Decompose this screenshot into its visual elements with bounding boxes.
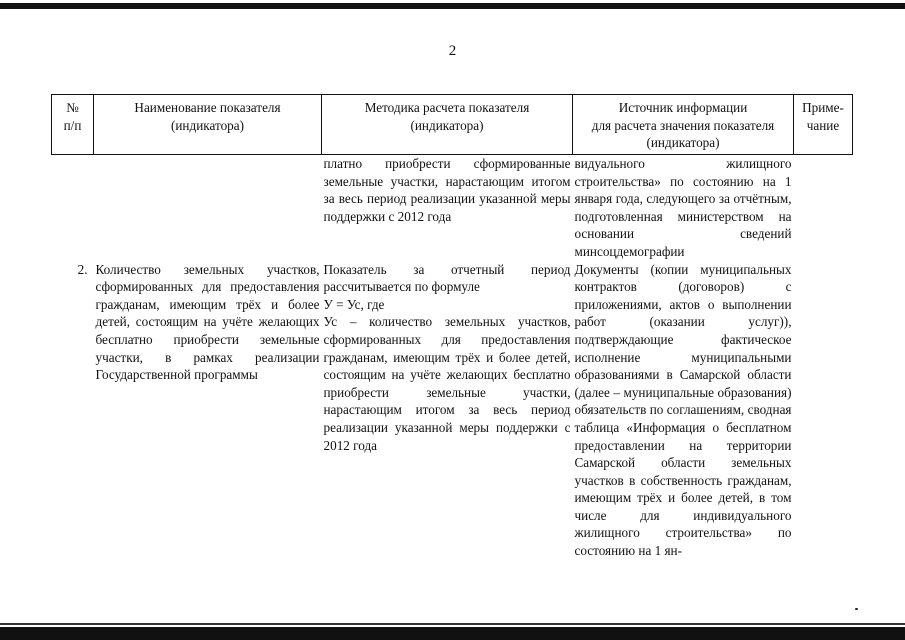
page-number: 2 — [448, 43, 457, 59]
scan-line-bottom — [0, 623, 905, 625]
cell-method — [322, 261, 573, 560]
table-row-continuation — [52, 155, 853, 261]
method-intro: Показатель за отчетный период рассчитывается по формуле — [323, 261, 571, 295]
method-definition: Ус – количество земельных участков, сформированных для предоставления гражданам, имеющим трёх и более детей, состоящим на учёте желающих бесплатно приобрести земельные участки, нарастающим итогом за весь период реализации указанной меры поддержки с 2012 года — [323, 314, 571, 453]
scan-border-bottom — [0, 627, 905, 640]
table-header-row — [52, 95, 853, 155]
header-source: Источник информации для расчета значения показателя (индикатора) — [573, 95, 794, 155]
header-num: № п/п — [52, 95, 94, 155]
indicator-table — [51, 94, 853, 560]
cell-method: платно приобрести сформированные земельные участки, нарастающим итогом за весь период реализации указанной меры поддержки с 2012 года — [323, 156, 571, 224]
cell-name: Количество земельных участков, сформированных для предоставления гражданам, имеющим трёх и более детей, состоящим на учёте желающих бесплатно приобрести земельные участки, в рамках реализации Государственной программы — [95, 261, 320, 383]
cell-source: Документы (копии муниципальных контрактов (договоров) с приложениями, актов о выполнении работ (оказании услуг)), подтверждающие фактическое исполнение муниципальными образованиями в Самарской области (далее – муниципальные образования) обязательств по соглашениям, сводная таблица «Информация о бесплатном предоставлении на территории Самарской области земельных участков в собственность гражданам, имеющим трёх и более детей, в том числе для индивидуального жилищного строительства» по состоянию на 1 ян- — [574, 261, 792, 559]
method-formula: У = Ус, где — [323, 296, 385, 312]
cell-name — [94, 155, 322, 261]
cell-source: видуального жилищного строительства» по состоянию на 1 января года, следующего за отчётным, подготовленная министерством на основании сведений минсоцдемографии — [574, 156, 792, 259]
header-name: Наименование показателя (индикатора) — [94, 95, 322, 155]
header-method: Методика расчета показателя (индикатора) — [322, 95, 573, 155]
cell-num — [52, 155, 94, 261]
scan-border-top — [0, 0, 905, 9]
cell-note — [794, 155, 853, 261]
table-row — [52, 261, 853, 560]
scan-speck — [855, 608, 858, 610]
cell-num: 2. — [77, 261, 88, 277]
header-note: Приме- чание — [794, 95, 853, 155]
cell-note — [794, 261, 853, 560]
